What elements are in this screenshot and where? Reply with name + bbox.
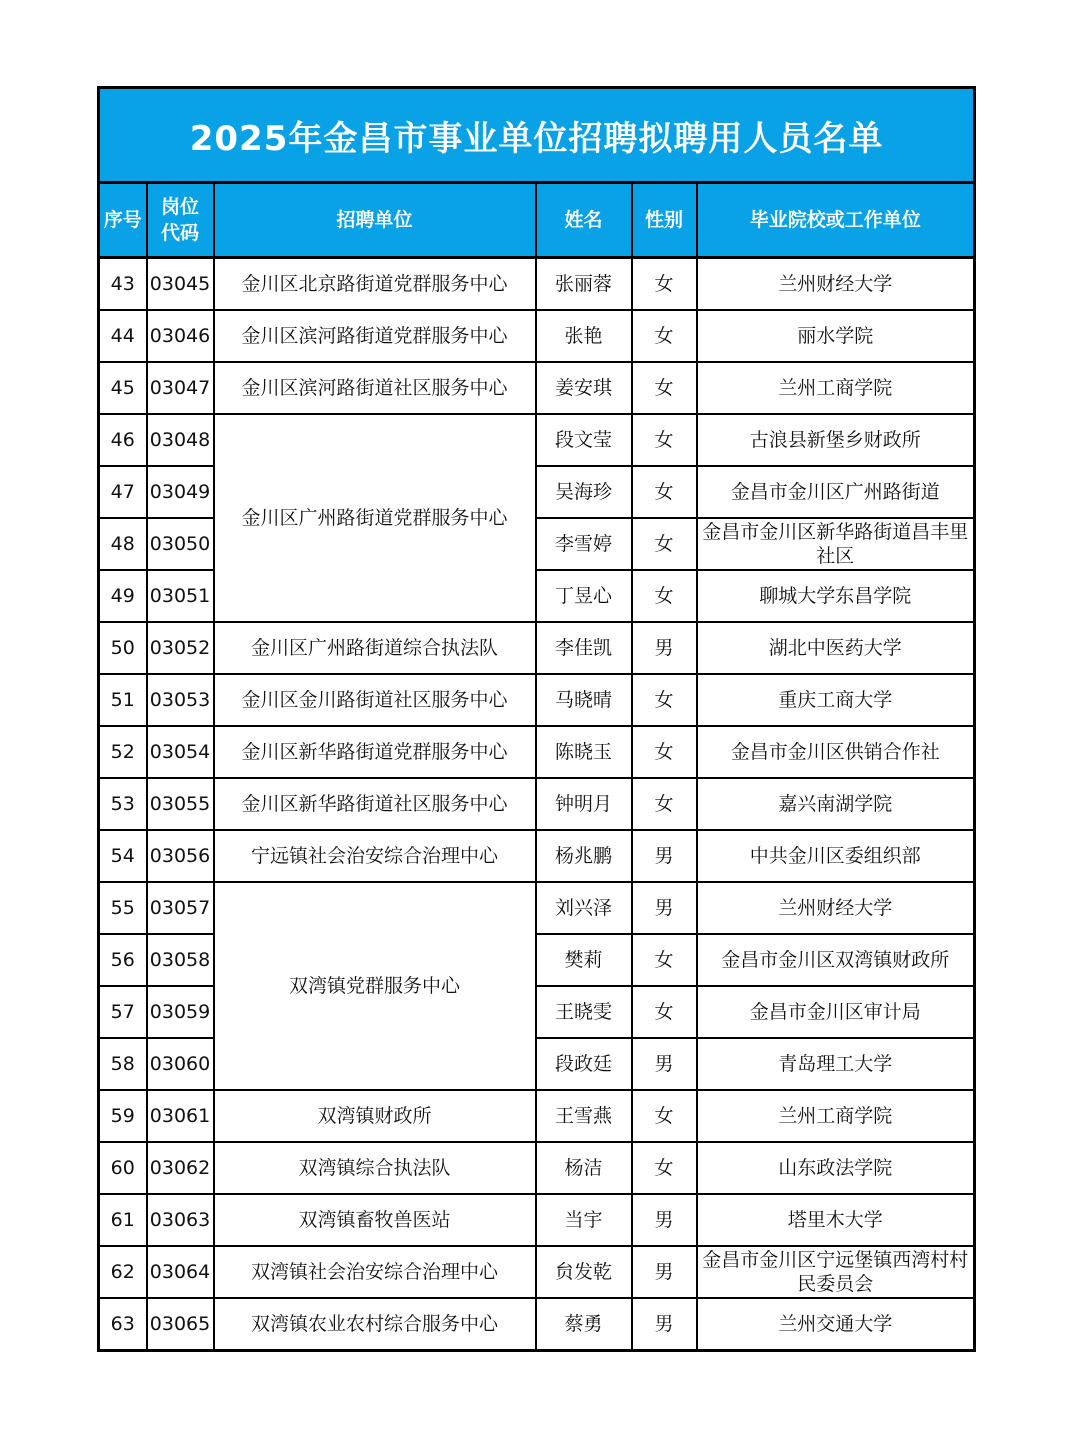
seq-cell: 43 [99, 258, 147, 311]
seq-cell: 61 [99, 1194, 147, 1246]
seq-cell: 47 [99, 466, 147, 518]
school-cell: 嘉兴南湖学院 [697, 778, 975, 830]
table-row [99, 258, 975, 311]
table-body [99, 258, 975, 1351]
school-cell: 兰州工商学院 [697, 1090, 975, 1142]
gender-cell: 女 [632, 518, 697, 570]
table-row [99, 1298, 975, 1351]
seq-cell: 60 [99, 1142, 147, 1194]
gender-cell: 男 [632, 882, 697, 934]
code-cell: 03045 [147, 258, 214, 311]
unit-cell: 宁远镇社会治安综合治理中心 [214, 830, 536, 882]
name-cell: 段政廷 [536, 1038, 632, 1090]
code-cell: 03059 [147, 986, 214, 1038]
school-cell: 金昌市金川区宁远堡镇西湾村村民委员会 [697, 1246, 975, 1298]
header-code [147, 183, 214, 258]
name-cell: 吴海珍 [536, 466, 632, 518]
code-cell: 03057 [147, 882, 214, 934]
code-cell: 03046 [147, 310, 214, 362]
code-cell: 03048 [147, 414, 214, 466]
gender-cell: 女 [632, 986, 697, 1038]
header-unit: 招聘单位 [214, 183, 536, 258]
seq-cell: 50 [99, 622, 147, 674]
school-cell: 聊城大学东昌学院 [697, 570, 975, 622]
unit-cell: 金川区金川路街道社区服务中心 [214, 674, 536, 726]
code-cell: 03056 [147, 830, 214, 882]
table-row [99, 674, 975, 726]
school-cell: 塔里木大学 [697, 1194, 975, 1246]
gender-cell: 女 [632, 1090, 697, 1142]
seq-cell: 44 [99, 310, 147, 362]
code-cell: 03060 [147, 1038, 214, 1090]
header-school: 毕业院校或工作单位 [697, 183, 975, 258]
name-cell: 蔡勇 [536, 1298, 632, 1351]
school-cell: 兰州财经大学 [697, 882, 975, 934]
table-row [99, 830, 975, 882]
seq-cell: 45 [99, 362, 147, 414]
table-row [99, 1194, 975, 1246]
table-row [99, 414, 975, 466]
table-row [99, 1246, 975, 1298]
school-cell: 金昌市金川区广州路街道 [697, 466, 975, 518]
name-cell: 李雪婷 [536, 518, 632, 570]
unit-cell: 双湾镇综合执法队 [214, 1142, 536, 1194]
unit-cell: 双湾镇社会治安综合治理中心 [214, 1246, 536, 1298]
table-row [99, 882, 975, 934]
name-cell: 当宇 [536, 1194, 632, 1246]
gender-cell: 男 [632, 1298, 697, 1351]
unit-cell: 金川区滨河路街道社区服务中心 [214, 362, 536, 414]
school-cell: 山东政法学院 [697, 1142, 975, 1194]
code-cell: 03065 [147, 1298, 214, 1351]
seq-cell: 58 [99, 1038, 147, 1090]
school-cell: 兰州交通大学 [697, 1298, 975, 1351]
table-row [99, 362, 975, 414]
name-cell: 李佳凯 [536, 622, 632, 674]
school-cell: 金昌市金川区双湾镇财政所 [697, 934, 975, 986]
gender-cell: 女 [632, 466, 697, 518]
seq-cell: 54 [99, 830, 147, 882]
gender-cell: 男 [632, 1246, 697, 1298]
table-row [99, 1090, 975, 1142]
unit-cell: 双湾镇财政所 [214, 1090, 536, 1142]
name-cell: 陈晓玉 [536, 726, 632, 778]
gender-cell: 女 [632, 934, 697, 986]
code-cell: 03058 [147, 934, 214, 986]
code-cell: 03047 [147, 362, 214, 414]
header-name: 姓名 [536, 183, 632, 258]
gender-cell: 女 [632, 674, 697, 726]
name-cell: 钟明月 [536, 778, 632, 830]
school-cell: 丽水学院 [697, 310, 975, 362]
seq-cell: 52 [99, 726, 147, 778]
gender-cell: 男 [632, 1038, 697, 1090]
unit-cell: 金川区新华路街道社区服务中心 [214, 778, 536, 830]
table-row [99, 778, 975, 830]
code-cell: 03050 [147, 518, 214, 570]
name-cell: 王雪燕 [536, 1090, 632, 1142]
unit-cell: 金川区广州路街道党群服务中心 [214, 414, 536, 622]
code-cell: 03049 [147, 466, 214, 518]
name-cell: 张丽蓉 [536, 258, 632, 311]
unit-cell: 双湾镇党群服务中心 [214, 882, 536, 1090]
school-cell: 金昌市金川区新华路街道昌丰里社区 [697, 518, 975, 570]
name-cell: 姜安琪 [536, 362, 632, 414]
seq-cell: 59 [99, 1090, 147, 1142]
name-cell: 段文莹 [536, 414, 632, 466]
table-row [99, 310, 975, 362]
gender-cell: 女 [632, 258, 697, 311]
seq-cell: 46 [99, 414, 147, 466]
code-cell: 03051 [147, 570, 214, 622]
code-cell: 03063 [147, 1194, 214, 1246]
gender-cell: 女 [632, 726, 697, 778]
header-code-line2: 代码 [160, 222, 199, 244]
name-cell: 杨兆鹏 [536, 830, 632, 882]
school-cell: 古浪县新堡乡财政所 [697, 414, 975, 466]
seq-cell: 63 [99, 1298, 147, 1351]
name-cell: 刘兴泽 [536, 882, 632, 934]
unit-cell: 双湾镇畜牧兽医站 [214, 1194, 536, 1246]
school-cell: 兰州财经大学 [697, 258, 975, 311]
header-code-line1: 岗位 [160, 196, 199, 218]
school-cell: 重庆工商大学 [697, 674, 975, 726]
seq-cell: 49 [99, 570, 147, 622]
code-cell: 03054 [147, 726, 214, 778]
seq-cell: 56 [99, 934, 147, 986]
table-title: 2025年金昌市事业单位招聘拟聘用人员名单 [99, 88, 975, 183]
header-seq: 序号 [99, 183, 147, 258]
gender-cell: 男 [632, 622, 697, 674]
seq-cell: 48 [99, 518, 147, 570]
school-cell: 金昌市金川区供销合作社 [697, 726, 975, 778]
gender-cell: 女 [632, 362, 697, 414]
table-row [99, 1142, 975, 1194]
code-cell: 03061 [147, 1090, 214, 1142]
roster-table [97, 86, 976, 1352]
code-cell: 03052 [147, 622, 214, 674]
seq-cell: 53 [99, 778, 147, 830]
gender-cell: 女 [632, 310, 697, 362]
table-row [99, 622, 975, 674]
gender-cell: 女 [632, 778, 697, 830]
school-cell: 兰州工商学院 [697, 362, 975, 414]
name-cell: 丁昱心 [536, 570, 632, 622]
code-cell: 03055 [147, 778, 214, 830]
school-cell: 湖北中医药大学 [697, 622, 975, 674]
unit-cell: 金川区滨河路街道党群服务中心 [214, 310, 536, 362]
name-cell: 马晓晴 [536, 674, 632, 726]
code-cell: 03064 [147, 1246, 214, 1298]
gender-cell: 男 [632, 830, 697, 882]
name-cell: 张艳 [536, 310, 632, 362]
header-row [99, 183, 975, 258]
name-cell: 樊莉 [536, 934, 632, 986]
seq-cell: 51 [99, 674, 147, 726]
seq-cell: 62 [99, 1246, 147, 1298]
school-cell: 青岛理工大学 [697, 1038, 975, 1090]
header-gender: 性别 [632, 183, 697, 258]
name-cell: 贠发乾 [536, 1246, 632, 1298]
table-row [99, 726, 975, 778]
seq-cell: 57 [99, 986, 147, 1038]
seq-cell: 55 [99, 882, 147, 934]
unit-cell: 金川区新华路街道党群服务中心 [214, 726, 536, 778]
school-cell: 中共金川区委组织部 [697, 830, 975, 882]
code-cell: 03062 [147, 1142, 214, 1194]
school-cell: 金昌市金川区审计局 [697, 986, 975, 1038]
code-cell: 03053 [147, 674, 214, 726]
gender-cell: 女 [632, 1142, 697, 1194]
gender-cell: 女 [632, 414, 697, 466]
unit-cell: 金川区北京路街道党群服务中心 [214, 258, 536, 311]
unit-cell: 双湾镇农业农村综合服务中心 [214, 1298, 536, 1351]
title-row [99, 88, 975, 183]
name-cell: 杨洁 [536, 1142, 632, 1194]
unit-cell: 金川区广州路街道综合执法队 [214, 622, 536, 674]
gender-cell: 男 [632, 1194, 697, 1246]
gender-cell: 女 [632, 570, 697, 622]
name-cell: 王晓雯 [536, 986, 632, 1038]
